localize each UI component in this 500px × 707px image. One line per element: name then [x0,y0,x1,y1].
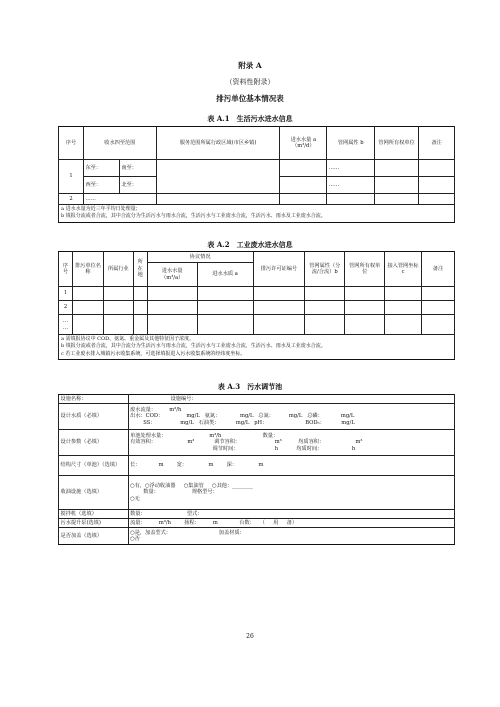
t3-quality-label: 设计水质（必填） [59,404,129,430]
t1-cell [156,194,280,205]
t1-cell [280,160,327,177]
t2-note-c: c 若工业废水排入城镇污水收集系统，可选择填报进入污水收集系统的经纬度坐标。 [61,350,246,357]
t1-header-range: 收水四至范围 [83,127,156,160]
t1-header-owner: 管网所有权单位 [375,127,419,160]
t2-header-owner: 管网所有权单位 [345,252,385,287]
t1-header-volume-label: 进水水量 a [290,136,317,143]
t1-cell [375,194,419,205]
t2-header-no: 序号 [59,252,73,287]
t2-notes [59,335,455,360]
t1-row2-dots: …… [83,194,156,205]
t1-header-volume-unit: （m³/d） [292,143,315,149]
t2-row-no: 1 [59,287,73,301]
t3-param-label: 设计参数（必填） [59,430,129,456]
t1-header-attr: 管网属性 b [327,127,375,160]
t3-pump-values: 流量： m³/h 扬程： m 台数： （ 用 备） [128,519,454,528]
t1-row2-no: 2 [59,194,84,205]
document-title: 排污单位基本情况表 [216,94,284,103]
t2-header-volume [147,263,197,287]
t3-param-line-2: 有效容积： m³ 调节容积： m³ 均质容积： m³ [130,439,363,446]
t2-note-b: b 填报分流或者合流，其中合流分为生活污水与雨水合流，生活污水与工业废水合流，生活污水、雨水及工业废水合流。 [61,343,326,350]
t2-header-permit: 排污许可证编号 [253,252,305,287]
t2-header-quality: 进水水质 a [197,263,253,287]
page-number: 26 [246,633,254,640]
t3-collect-values [128,476,454,510]
t3-param-line-1: 单池处理水量： m³/h 数量： [130,432,279,439]
t2-header-industry: 所属行业 [103,252,133,287]
table-a3-caption: 表 A.3 污水调节池 [217,382,283,391]
t3-mixer-label: 搅拌机（选填） [59,510,129,519]
t3-code-label: 设施编号： [128,395,454,404]
t1-header-no: 序号 [59,127,84,160]
t1-cell [156,160,280,194]
t3-mixer-values: 数量： 型式： [128,510,454,519]
t3-cover-label: 是否加盖（选填） [59,528,129,545]
table-a2 [58,251,455,360]
t1-note-b: b 填报分流或者合流，其中合流分为生活污水与雨水合流，生活污水与工业废水合流，生活污水、雨水及工业废水合流。 [61,213,326,220]
t1-north: 北至： [119,177,156,194]
t1-notes [59,205,455,223]
t2-header-location: 所在地 [133,252,147,287]
table-a1-caption: 表 A.1 生活污水进水信息 [207,114,293,123]
t3-pump-label: 污水提升泵(选填) [59,519,129,528]
t3-name-label: 设施名称： [59,395,129,404]
t3-quality-values [128,404,454,430]
t3-effluent-line-1: 出水：COD： mg/L 氨氮： mg/L 总氮： mg/L 总磷： mg/L [130,413,355,420]
t2-row-no: 2 [59,301,73,315]
t2-ellipsis-1: … [62,318,69,324]
t2-header-volume-label: 进水水量 [161,268,183,274]
t2-header-attr: 管网属性（分流/合流）b [305,252,345,287]
t1-cell [419,177,455,194]
t1-dots-1: …… [327,160,375,177]
t1-cell [375,160,419,177]
t1-header-volume [280,127,327,160]
t2-header-remark: 备注 [422,252,455,287]
t1-west: 西至： [83,177,119,194]
t3-param-line-3: 调节时间： h 均质时间： h [130,445,356,452]
t2-note-a: a 需填报协议中 COD、氨氮、重金属及其他特征因子浓度。 [61,336,195,342]
table-a2-caption: 表 A.2 工业废水进水信息 [207,240,293,249]
t1-cell [280,194,327,205]
t1-east: 东至： [83,160,119,177]
t3-collect-label: 收油设施（选填） [59,476,129,510]
t3-flow-line: 废水流量： m³/h [130,406,182,413]
t3-cover-values [128,528,454,545]
t2-header-coord: 接入管网坐标 c [385,252,422,287]
t1-cell [280,177,327,194]
t3-effluent-line-2: SS： mg/L 石油类： mg/L pH： BOD₅： mg/L [130,419,355,426]
t3-cover-line-2: ○否 [130,536,140,542]
t2-header-unit: 排污单位名称 [72,252,103,287]
t3-collect-line-1: ○有，○浮动收油器 ○集油管 ○其他：________ [130,482,253,489]
t3-size-label: 结构尺寸（单池）（选填） [59,456,129,476]
t2-header-agreement: 协议情况 [147,252,253,263]
t3-collect-line-3: ○无 [130,495,140,502]
t1-header-region: 服务范围所属行政区域(市区乡镇) [156,127,280,160]
table-a1 [58,126,455,223]
t1-cell [419,160,455,177]
t1-note-a: a 进水水量为近三年平均日处理量； [61,206,141,212]
t3-cover-line-1: ○是，加盖型式： 加盖材质： [130,529,245,536]
appendix-type: （资料性附录） [225,78,275,86]
appendix-label: 附录 A [238,61,262,70]
t1-south: 南至： [119,160,156,177]
t1-row1-no: 1 [59,160,84,194]
t3-collect-line-2: 数量： 规格型号： [130,489,218,496]
t1-cell [419,194,455,205]
t3-size-values: 长： m 宽： m 深： m [128,456,454,476]
t2-row-ellipsis [59,315,73,335]
t1-cell [375,177,419,194]
table-a3 [58,394,455,545]
t1-header-remark: 备注 [419,127,455,160]
t1-cell [327,194,375,205]
t1-dots-2: …… [327,177,375,194]
t2-ellipsis-2: … [62,324,69,331]
t2-header-volume-unit: （m³/a） [161,274,184,281]
t3-param-values [128,430,454,456]
